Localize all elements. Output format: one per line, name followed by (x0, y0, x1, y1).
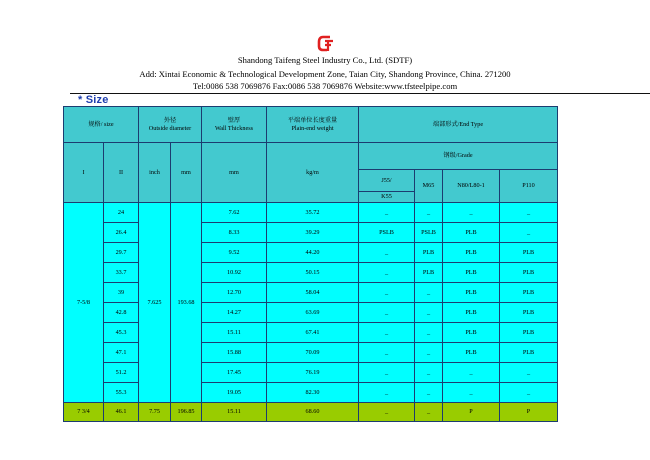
weight-header-en: Plain-end weight (291, 124, 334, 132)
p110-cell: PLB (500, 323, 558, 343)
size-II-cell: 46.1 (104, 403, 139, 422)
weight-cell: 76.19 (267, 363, 359, 383)
m65-cell: _ (415, 323, 443, 343)
weight-cell: 35.72 (267, 203, 359, 223)
j55-cell: _ (359, 383, 415, 403)
table-row (64, 383, 558, 403)
m65-cell: _ (415, 403, 443, 422)
od-header-en: Outside diameter (148, 124, 192, 132)
wall-cell: 9.52 (202, 243, 267, 263)
inch-cell: 7.75 (139, 403, 171, 422)
wall-header (202, 107, 267, 143)
inch-cell: 7.625 (139, 203, 171, 403)
j55-cell: _ (359, 203, 415, 223)
m65-cell: _ (415, 203, 443, 223)
table-row (64, 343, 558, 363)
p110-cell: _ (500, 363, 558, 383)
wall-cell: 15.11 (202, 403, 267, 422)
grade-n80-header: N80/L80-1 (443, 170, 500, 203)
p110-cell: PLB (500, 343, 558, 363)
size-II-cell: 55.3 (104, 383, 139, 403)
wall-cell: 14.27 (202, 303, 267, 323)
m65-cell: PSLB (415, 223, 443, 243)
wall-cell: 7.62 (202, 203, 267, 223)
size-II-cell: 29.7 (104, 243, 139, 263)
grade-k55-header: K55 (359, 192, 415, 203)
size-II-cell: 26.4 (104, 223, 139, 243)
size-II-cell: 33.7 (104, 263, 139, 283)
grade-j55-header: J55/ (359, 170, 415, 192)
p110-cell: _ (500, 383, 558, 403)
weight-cell: 68.60 (267, 403, 359, 422)
m65-cell: _ (415, 283, 443, 303)
p110-cell: P (500, 403, 558, 422)
table-row (64, 323, 558, 343)
mm-cell: 196.85 (171, 403, 202, 422)
wall-header-cn: 壁厚 (227, 117, 241, 125)
od-header (139, 107, 202, 143)
n80-cell: _ (443, 203, 500, 223)
j55-cell: _ (359, 343, 415, 363)
m65-cell: _ (415, 303, 443, 323)
wall-cell: 8.33 (202, 223, 267, 243)
weight-cell: 50.15 (267, 263, 359, 283)
weight-cell: 63.69 (267, 303, 359, 323)
size-II-cell: 51.2 (104, 363, 139, 383)
grade-p110-header: P110 (500, 170, 558, 203)
table-row (64, 223, 558, 243)
size-II-cell: 42.8 (104, 303, 139, 323)
col-I-header: I (64, 143, 104, 203)
m65-cell: _ (415, 383, 443, 403)
p110-cell: _ (500, 223, 558, 243)
m65-cell: _ (415, 343, 443, 363)
m65-cell: PLB (415, 263, 443, 283)
j55-cell: _ (359, 363, 415, 383)
n80-cell: PLB (443, 323, 500, 343)
table-row (64, 243, 558, 263)
wall-cell: 12.70 (202, 283, 267, 303)
col-II-header: II (104, 143, 139, 203)
wall-cell: 15.11 (202, 323, 267, 343)
wall-header-en: Wall Thickness (214, 124, 254, 132)
n80-cell: PLB (443, 343, 500, 363)
p110-cell: PLB (500, 303, 558, 323)
company-address: Add: Xintai Economic & Technological Development Zone, Taian City, Shandong Province, China. 271200 (139, 69, 511, 79)
n80-cell: PLB (443, 303, 500, 323)
j55-cell: _ (359, 263, 415, 283)
wall-unit-header: mm (202, 143, 267, 203)
size-II-cell: 24 (104, 203, 139, 223)
weight-cell: 67.41 (267, 323, 359, 343)
j55-cell: _ (359, 243, 415, 263)
j55-cell: _ (359, 323, 415, 343)
size-table (63, 106, 558, 422)
od-header-cn: 外径 (163, 117, 177, 125)
company-name: Shandong Taifeng Steel Industry Co., Ltd. (SDTF) (237, 55, 413, 65)
n80-cell: P (443, 403, 500, 422)
size-II-cell: 45.3 (104, 323, 139, 343)
wall-cell: 15.88 (202, 343, 267, 363)
j55-cell: _ (359, 403, 415, 422)
n80-cell: PLB (443, 223, 500, 243)
table-row (64, 303, 558, 323)
j55-cell: PSLB (359, 223, 415, 243)
m65-cell: PLB (415, 243, 443, 263)
wall-cell: 19.05 (202, 383, 267, 403)
mm-cell: 193.68 (171, 203, 202, 403)
n80-cell: _ (443, 383, 500, 403)
wall-cell: 10.92 (202, 263, 267, 283)
p110-cell: _ (500, 203, 558, 223)
weight-cell: 58.04 (267, 283, 359, 303)
size-I-cell: 7 3/4 (64, 403, 104, 422)
weight-header (267, 107, 359, 143)
j55-cell: _ (359, 303, 415, 323)
size-II-cell: 39 (104, 283, 139, 303)
weight-cell: 39.29 (267, 223, 359, 243)
size-II-cell: 47.1 (104, 343, 139, 363)
sdtf-logo-icon (316, 34, 336, 54)
grade-header: 钢级/Grade (359, 143, 558, 170)
company-contact: Tel:0086 538 7069876 Fax:0086 538 7069876 Website:www.tfsteelpipe.com (192, 81, 458, 91)
n80-cell: PLB (443, 263, 500, 283)
n80-cell: _ (443, 363, 500, 383)
inch-header: inch (139, 143, 171, 203)
size-I-cell: 7-5/8 (64, 203, 104, 403)
j55-cell: _ (359, 283, 415, 303)
p110-cell: PLB (500, 263, 558, 283)
n80-cell: PLB (443, 243, 500, 263)
mm-header: mm (171, 143, 202, 203)
wall-cell: 17.45 (202, 363, 267, 383)
n80-cell: PLB (443, 283, 500, 303)
weight-cell: 44.20 (267, 243, 359, 263)
grade-m65-header: M65 (415, 170, 443, 203)
end-type-header: 端部形式/End Type (359, 107, 558, 143)
weight-cell: 82.30 (267, 383, 359, 403)
table-row (64, 403, 558, 422)
p110-cell: PLB (500, 243, 558, 263)
table-row (64, 203, 558, 223)
weight-cell: 70.09 (267, 343, 359, 363)
section-title: * Size (78, 94, 109, 106)
table-row (64, 283, 558, 303)
p110-cell: PLB (500, 283, 558, 303)
table-row (64, 363, 558, 383)
weight-unit-header: kg/m (267, 143, 359, 203)
header-divider (70, 93, 650, 94)
weight-header-cn: 平端单位长度重量 (287, 117, 338, 125)
m65-cell: _ (415, 363, 443, 383)
size-header: 规格/ size (64, 107, 139, 143)
table-row (64, 263, 558, 283)
